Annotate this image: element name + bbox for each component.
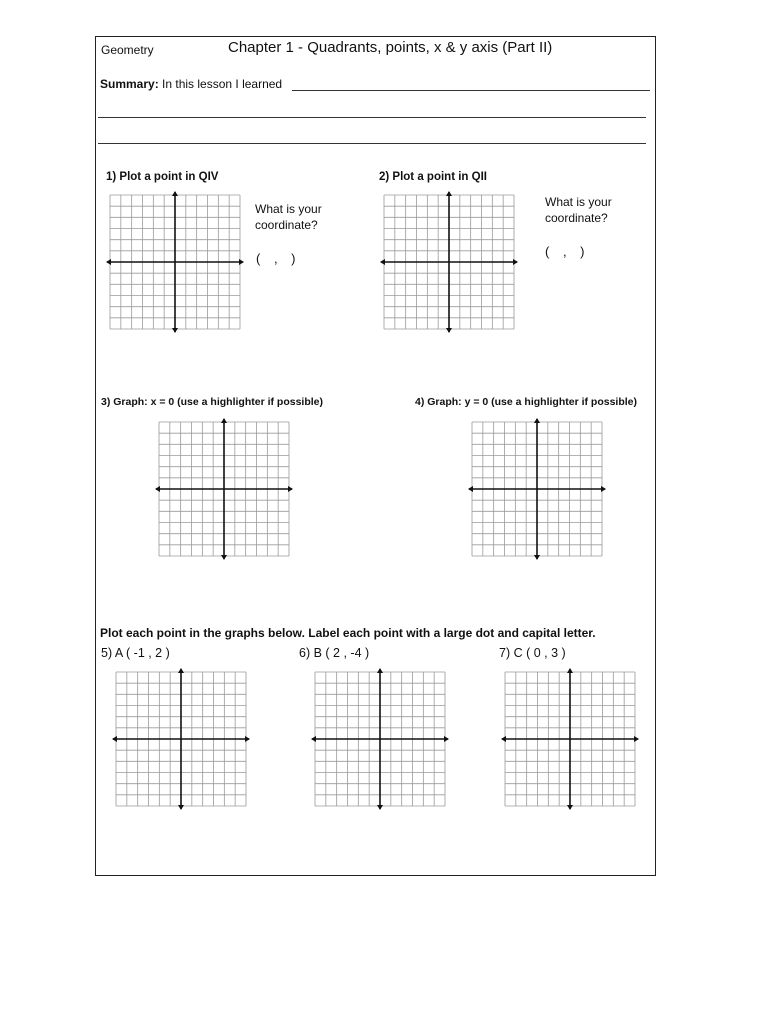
- x-axis-arrow-right: [288, 486, 293, 492]
- y-axis-arrow-down: [377, 805, 383, 810]
- question-6-label: 6) B ( 2 , -4 ): [299, 646, 370, 660]
- x-axis-arrow-right: [513, 259, 518, 265]
- y-axis-arrow-down: [221, 555, 227, 560]
- y-axis-arrow-up: [446, 191, 452, 196]
- x-axis-arrow-left: [501, 736, 506, 742]
- coordinate-grid-svg[interactable]: [380, 191, 518, 333]
- summary-answer-line-3[interactable]: [98, 143, 646, 144]
- question-4-label: 4) Graph: y = 0 (use a highlighter if possible): [415, 396, 637, 408]
- x-axis-arrow-right: [634, 736, 639, 742]
- coordinate-grid-svg[interactable]: [155, 418, 293, 560]
- coordinate-grid-svg[interactable]: [106, 191, 244, 333]
- y-axis-arrow-up: [178, 668, 184, 673]
- coordinate-grid-5[interactable]: [112, 668, 250, 810]
- question-2-answer-blank[interactable]: ( , ): [545, 244, 585, 259]
- question-7-label: 7) C ( 0 , 3 ): [499, 646, 566, 660]
- question-2-prompt: What is your coordinate?: [545, 195, 612, 225]
- worksheet-page: [95, 36, 656, 876]
- question-2-label: 2) Plot a point in QII: [379, 171, 487, 183]
- coordinate-grid-4[interactable]: [468, 418, 606, 560]
- coordinate-grid-7[interactable]: [501, 668, 639, 810]
- summary-answer-line-2[interactable]: [98, 117, 646, 118]
- y-axis-arrow-up: [221, 418, 227, 423]
- question-3-label: 3) Graph: x = 0 (use a highlighter if possible): [101, 396, 323, 408]
- x-axis-arrow-right: [245, 736, 250, 742]
- x-axis-arrow-left: [311, 736, 316, 742]
- x-axis-arrow-right: [444, 736, 449, 742]
- summary-text: In this lesson I learned: [162, 77, 283, 91]
- x-axis-arrow-left: [380, 259, 385, 265]
- question-1-answer-blank[interactable]: ( , ): [256, 251, 296, 266]
- coordinate-grid-svg[interactable]: [112, 668, 250, 810]
- x-axis-arrow-left: [155, 486, 160, 492]
- y-axis-arrow-down: [178, 805, 184, 810]
- x-axis-arrow-right: [239, 259, 244, 265]
- coordinate-grid-1[interactable]: [106, 191, 244, 333]
- coordinate-grid-2[interactable]: [380, 191, 518, 333]
- coordinate-grid-svg[interactable]: [468, 418, 606, 560]
- y-axis-arrow-down: [534, 555, 540, 560]
- coordinate-grid-6[interactable]: [311, 668, 449, 810]
- y-axis-arrow-up: [377, 668, 383, 673]
- y-axis-arrow-up: [172, 191, 178, 196]
- question-1-prompt: What is your coordinate?: [255, 202, 322, 232]
- summary-row: [100, 77, 282, 91]
- x-axis-arrow-right: [601, 486, 606, 492]
- question-1-label: 1) Plot a point in QIV: [106, 171, 219, 183]
- coordinate-grid-3[interactable]: [155, 418, 293, 560]
- x-axis-arrow-left: [468, 486, 473, 492]
- y-axis-arrow-up: [534, 418, 540, 423]
- question-5-label: 5) A ( -1 , 2 ): [101, 646, 170, 660]
- x-axis-arrow-left: [112, 736, 117, 742]
- coordinate-grid-svg[interactable]: [501, 668, 639, 810]
- y-axis-arrow-down: [446, 328, 452, 333]
- y-axis-arrow-down: [172, 328, 178, 333]
- y-axis-arrow-down: [567, 805, 573, 810]
- summary-answer-line-1[interactable]: [292, 90, 650, 91]
- coordinate-grid-svg[interactable]: [311, 668, 449, 810]
- subject-label: Geometry: [101, 43, 154, 57]
- summary-lead: Summary:: [100, 77, 159, 91]
- plot-instructions: Plot each point in the graphs below. Label each point with a large dot and capital letter.: [100, 626, 596, 640]
- page-title: Chapter 1 - Quadrants, points, x & y axis (Part II): [228, 39, 553, 56]
- y-axis-arrow-up: [567, 668, 573, 673]
- x-axis-arrow-left: [106, 259, 111, 265]
